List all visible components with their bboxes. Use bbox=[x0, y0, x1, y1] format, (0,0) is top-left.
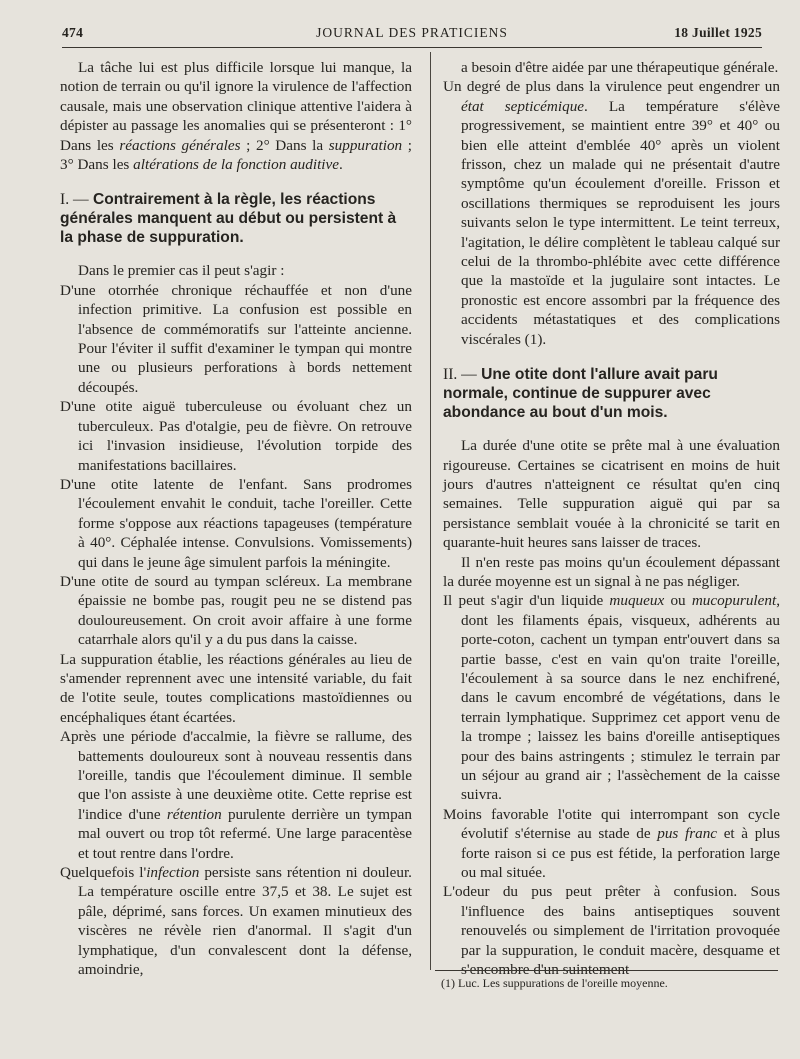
paragraph-reste: Il n'en reste pas moins qu'un écoulement dépassant la durée moyenne est un signal à ne pas négliger. bbox=[443, 553, 780, 590]
journal-title: JOURNAL DES PRATICIENS bbox=[316, 25, 508, 40]
paragraph-moins: Moins favorable l'otite qui interrompant son cycle évolutif s'éternise au stade de pus franc et à plus forte raison si ce pus est fétide, la perforation large ou mal située. bbox=[443, 805, 781, 882]
section-1-heading: I. — Contrairement à la règle, les réactions générales manquent au début ou persistent à la phase de suppuration. bbox=[60, 191, 397, 247]
section-2-heading: II. — Une otite dont l'allure avait paru normale, continue de suppurer avec abondance au bout d'un mois. bbox=[443, 366, 718, 422]
item-otorrhee: D'une otorrhée chronique réchauffée et non d'une infection primitive. La confusion est possible en l'absence de commémoratifs sur l'atteinte ancienne. Pour l'éviter il suffit d'examiner le tympan qui montre une ou plusieurs perforations à bords nettement découpés. bbox=[60, 281, 412, 396]
paragraph-suppuration: La suppuration établie, les réactions générales au lieu de s'amender reprennent avec une intensité variable, du fait de l'otite seule, toutes complications mastoïdiennes ou encéphaliques étant écartées. bbox=[60, 650, 412, 726]
paragraph-septicemique: Un degré de plus dans la virulence peut engendrer un état septicémique. La température s'élève progressivement, se maintient entre 39° et 40° ou bien elle atteint d'emblée 40° après un violent frisson, chez un malade qui ne présentait d'autre symptôme qu'un écoulement d'oreille. Frisson et oscillations thermiques se reproduisent les jours suivants selon le type intermittent. Le teint terreux, l'agitation, le délire complètent le tableau calqué sur celui de la thrombo-phlébite avec cette différence que la mastoïde et la jugulaire sont intactes. Le pronostic est encore assombri par la fréquence des accidents métastatiques et des complications viscérales (1). bbox=[443, 78, 780, 348]
paragraph-infection: Quelquefois l'infection persiste sans rétention ni douleur. La température oscille entre 37,5 et 38. Le sujet est pâle, déprimé, sans forces. Un examen minutieux des viscères ne révèle rien d'anormal. Il s'agit d'un lymphatique, d'un convalescent dont la défense, amoindrie, bbox=[60, 864, 412, 979]
paragraph-accalmie: Après une période d'accalmie, la fièvre se rallume, des battements douloureux sont à nouveau ressentis dans l'oreille, tandis que l'écoulement diminue. Il semble que l'on assiste à une deuxième otite. Cette reprise est l'indice d'une rétention purulente derrière un tympan mal ouvert ou trop tôt refermé. Une large paracentèse et tout rentre dans l'ordre. bbox=[60, 728, 413, 862]
paragraph-duree: La durée d'une otite se prête mal à une évaluation rigoureuse. Certaines se cicatrisent en moins de huit jours d'autres n'atteignent ce résultat qu'en cinq semaines. Telle suppuration aiguë qui par sa persistance semblait vouée à la chronicité se tarit en quarante-huit heures sans laisser de traces. bbox=[443, 437, 780, 552]
issue-date: 18 Juillet 1925 bbox=[674, 25, 762, 40]
left-column bbox=[60, 58, 412, 979]
footnote-rule bbox=[435, 970, 778, 971]
paragraph-liquide: Il peut s'agir d'un liquide muqueux ou mucopurulent, dont les filaments épais, visqueux, adhérents au porte-coton, cachent un tympan entr'ouvert dans sa partie basse, c'est en vain qu'on traite l'oreille, l'écoulement à sa source dans le nez enchifrené, dans le cavum encombré de végétations, dans le terrain lymphatique. Supprimez cet apport venu de la trompe ; laissez les bains d'oreille antiseptiques pour des bains astringents ; stimulez le terrain par un séjour au grand air ; l'assèchement de la caisse suivra. bbox=[443, 592, 780, 804]
item-tuberculeuse: D'une otite aiguë tuberculeuse ou évoluant chez un tuberculeux. Pas d'otalgie, peu de fièvre. On retrouve ici l'invasion insidieuse, l'évolution torpide des manifestations bacillaires. bbox=[60, 398, 412, 474]
paragraph-odeur: L'odeur du pus peut prêter à confusion. Sous l'influence des bains antiseptiques souvent renouvelés ou simplement de l'irritation provoquée par la suppuration, le conduit macère, desquame et s'encombre d'un suintement bbox=[443, 883, 780, 979]
page-number: 474 bbox=[62, 25, 84, 40]
header-rule bbox=[62, 47, 762, 48]
intro-paragraph: La tâche lui est plus difficile lorsque lui manque, la notion de terrain ou qu'il ignore la virulence de l'affection causale, mais une observation clinique attentive l'aidera à dépister au passage les anomalies qui se présenteront : 1° Dans les réactions générales ; 2° Dans la suppuration ; 3° Dans les altérations de la fonction auditive. bbox=[60, 59, 412, 174]
running-header bbox=[62, 25, 762, 45]
right-column bbox=[443, 58, 780, 979]
column-divider bbox=[430, 52, 431, 970]
paragraph-continuation: a besoin d'être aidée par une thérapeutique générale. bbox=[461, 59, 779, 76]
item-sourd: D'une otite de sourd au tympan scléreux. La membrane épaissie ne bombe pas, rougit peu ne se distend pas douloureusement. On croit avoir affaire à une forme catarrhale alors qu'il y a du pus dans la caisse. bbox=[60, 572, 412, 649]
footnote: (1) Luc. Les suppurations de l'oreille moyenne. bbox=[441, 976, 668, 990]
item-latente: D'une otite latente de l'enfant. Sans prodromes l'écoulement envahit le conduit, tache l'oreiller. Cette forme s'oppose aux réactions tapageuses (température à 40°. Céphalée intense. Convulsions. Vomissements) qui dans le jeune âge simulent parfois la méningite. bbox=[60, 475, 412, 571]
case-intro: Dans le premier cas il peut s'agir : bbox=[78, 262, 285, 280]
